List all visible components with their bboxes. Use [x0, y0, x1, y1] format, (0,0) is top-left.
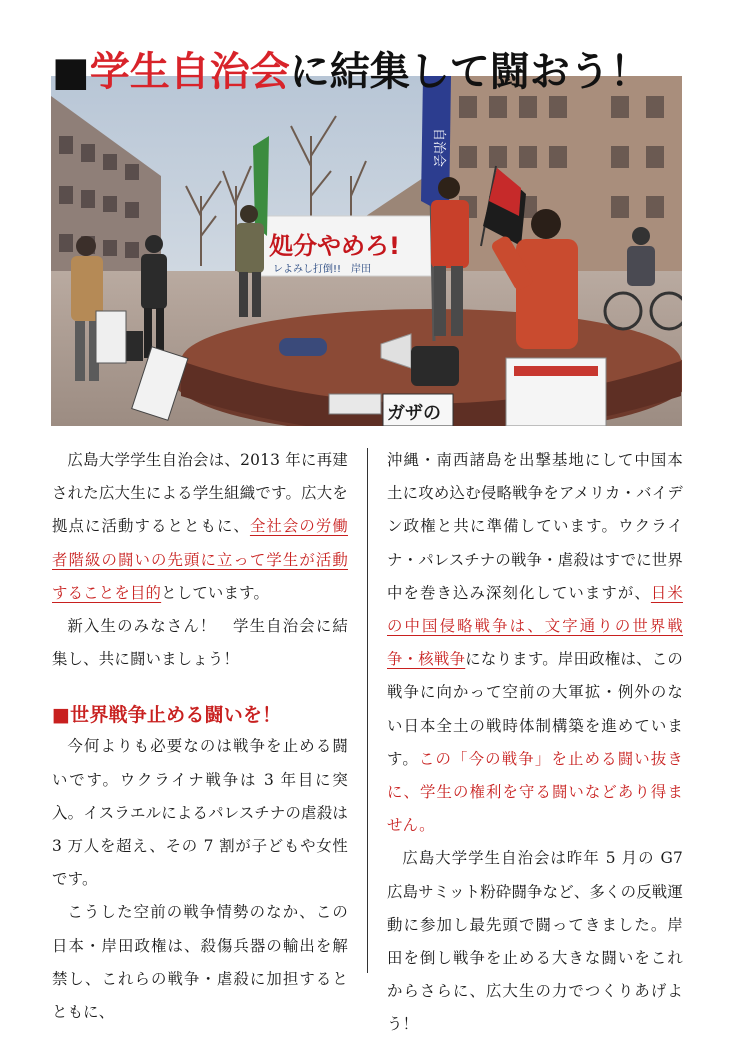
page-headline — [52, 44, 692, 104]
left-p1-tail: としています。 — [161, 583, 270, 602]
gaza-sign-text: ガザの — [387, 403, 441, 424]
banner-text: 処分やめろ! — [269, 232, 400, 260]
right-column — [387, 444, 683, 1042]
column-divider — [367, 448, 368, 973]
left-paragraph-1 — [52, 444, 348, 610]
right-p1-middle: になります。岸田政権は、この戦争に向かって空前の大軍拡・例外のない日本全土の戦時体制構築を進めています。 — [387, 650, 683, 768]
right-paragraph-2: 広島大学学生自治会は昨年 5 月の G7 広島サミット粉砕闘争など、多くの反戦運動に参加し最先頭で闘ってきました。岸田を倒し戦争を止める大きな闘いをこれからさらに、広大生の力でつくりあげよう！ — [387, 849, 683, 1034]
rally-photo-illustration — [51, 76, 682, 426]
left-paragraph-2: 新入生のみなさん！ 学生自治会に結集し、共に闘いましょう！ — [52, 617, 348, 669]
right-p1-highlight: 日米の中国侵略戦争は、文字通りの世界戦争・核戦争 — [387, 583, 683, 669]
banner-subtext: レよみし打倒!! 岸田 — [273, 264, 372, 275]
left-paragraph-4: こうした空前の戦争情勢のなか、この日本・岸田政権は、殺傷兵器の輸出を解禁し、これらの戦争・虐殺に加担するとともに、 — [52, 903, 348, 1022]
right-paragraph-1 — [387, 444, 683, 842]
left-column — [52, 444, 348, 1029]
right-p1-red: この「今の戦争」を止める闘い抜きに、学生の権利を守る闘いなどあり得ません。 — [387, 749, 683, 835]
flag-text: 自治会 — [431, 128, 446, 168]
left-p1-text: 広島大学学生自治会は、2013 年に再建された広大生による学生組織です。広大を拠点に活動するとともに、 — [52, 451, 348, 536]
section-heading: ■世界戦争止める闘いを！ — [52, 704, 282, 727]
headline-rest: に結集して闘おう！ — [289, 49, 650, 95]
right-p1-text: 沖縄・南西諸島を出撃基地にして中国本土に攻め込む侵略戦争をアメリカ・バイデン政権と共に準備しています。ウクライナ・パレスチナの戦争・虐殺はすでに世界中を巻き込み深刻化していますが、 — [387, 451, 683, 602]
headline-square: ■ — [52, 49, 90, 95]
headline-red: 学生自治会 — [89, 49, 290, 95]
left-paragraph-3: 今何よりも必要なのは戦争を止める闘いです。ウクライナ戦争は 3 年目に突入。イスラエルによるパレスチナの虐殺は 3 万人を超え、その 7 割が子どもや女性です。 — [52, 737, 348, 889]
left-p1-highlight: 全社会の労働者階級の闘いの先頭に立って学生が活動することを目的 — [52, 517, 348, 602]
rally-photo — [51, 76, 682, 426]
